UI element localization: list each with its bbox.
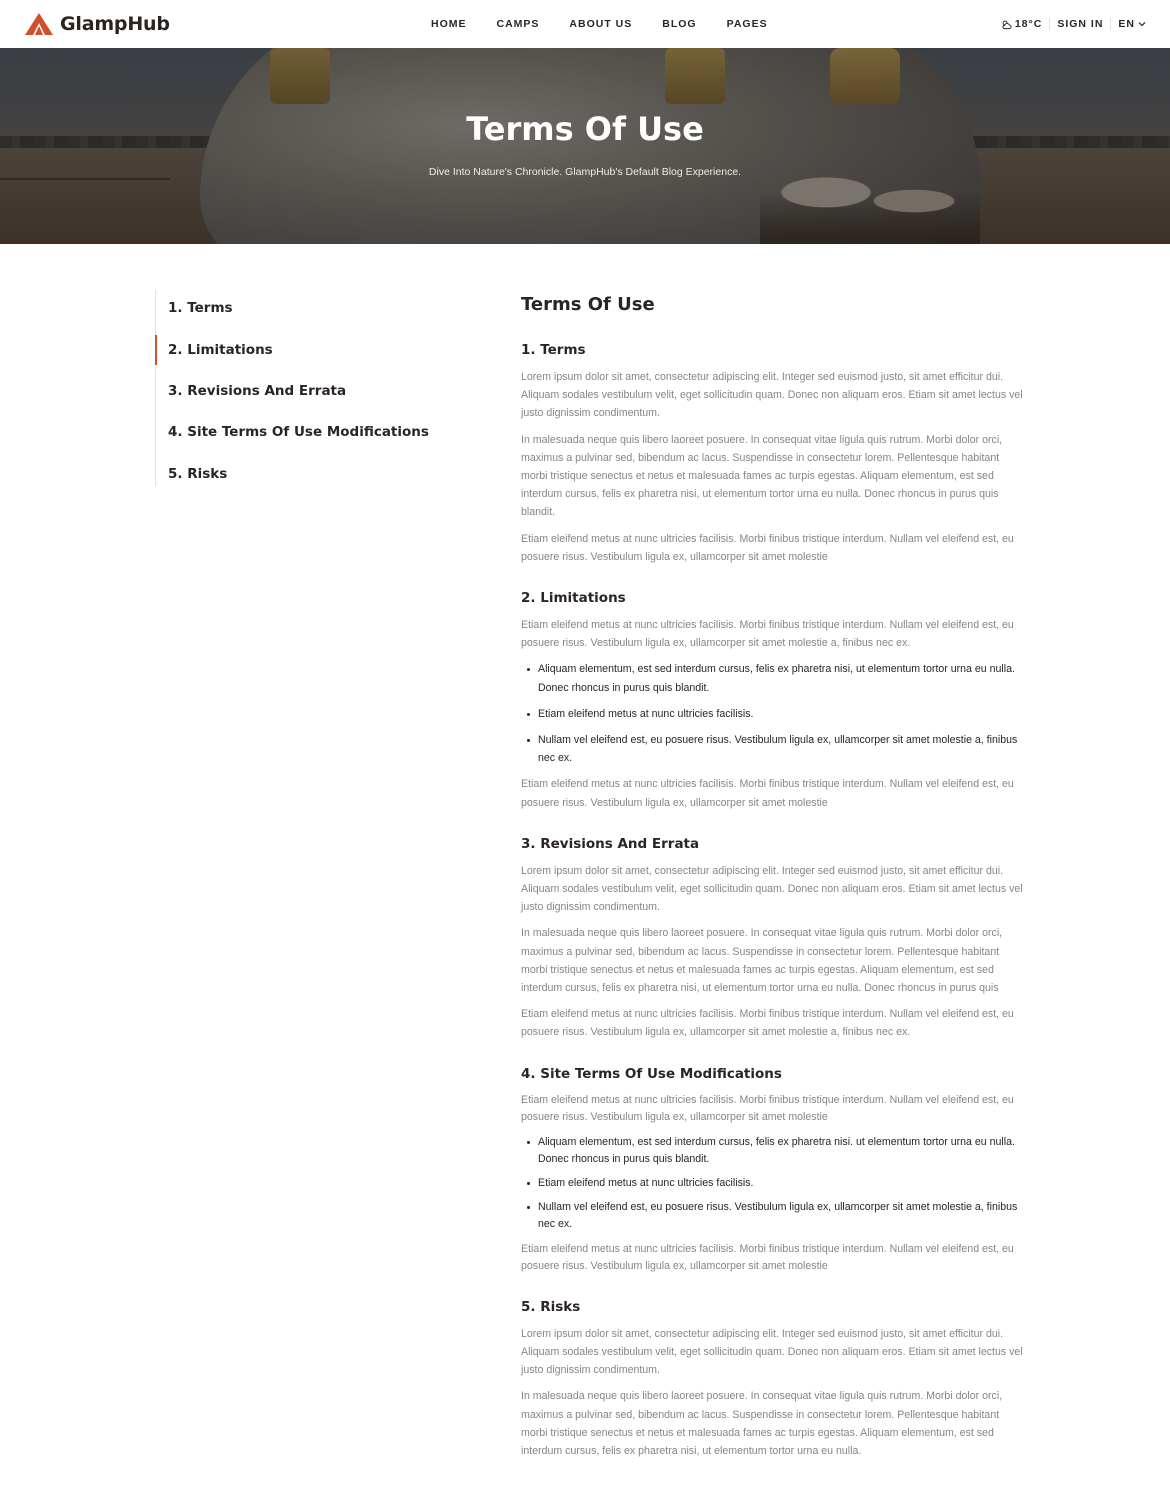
language-label: EN bbox=[1118, 18, 1135, 30]
header-utilities bbox=[1001, 0, 1146, 48]
paragraph: Etiam eleifend metus at nunc ultricies facilisis. Morbi finibus tristique interdum. Nullam vel eleifend est, eu posuere risus. Vestibulum ligula ex, ullamcorper sit amet molestie bbox=[521, 778, 1014, 809]
toc-item-limitations[interactable]: 2. Limitations bbox=[155, 335, 273, 365]
nav-pages[interactable]: PAGES bbox=[726, 18, 768, 30]
terms-content bbox=[521, 290, 1026, 1482]
section-terms bbox=[521, 340, 1026, 566]
main-nav bbox=[416, 0, 783, 48]
list-item: Etiam eleifend metus at nunc ultricies facilisis. bbox=[527, 705, 1026, 723]
hero-title: Terms Of Use bbox=[466, 110, 704, 148]
bullet-list bbox=[527, 660, 1026, 767]
list-item: Etiam eleifend metus at nunc ultricies facilisis. bbox=[527, 1175, 1026, 1192]
list-item: Aliquam elementum, est sed interdum cursus, felis ex pharetra nisi. ut elementum tortor urna eu nulla. Donec rhoncus in purus quis blandit. bbox=[527, 1134, 1026, 1168]
paragraph: Etiam eleifend metus at nunc ultricies facilisis. Morbi finibus tristique interdum. Nullam vel eleifend est, eu posuere risus. Vestibulum ligula ex, ullamcorper sit amet molestie bbox=[521, 1093, 1014, 1123]
divider bbox=[1049, 18, 1050, 30]
section-heading: 1. Terms bbox=[521, 342, 586, 358]
nav-home[interactable]: HOME bbox=[431, 18, 467, 30]
nav-blog[interactable]: BLOG bbox=[662, 18, 697, 30]
section-heading: 2. Limitations bbox=[521, 590, 626, 607]
paragraph: In malesuada neque quis libero laoreet posuere. In consequat vitae ligula quis rutrum. Morbi dolor orci, maximus a pulvinar sed, bibendum ac lacus. Suspendisse in consectetur lorem. Pellentesque habitant morbi tristique senectus et netus et malesuada fames ac turpis egestas. Aliquam elementum, est sed interdum cursus, felis ex pharetra nisi, ut elementum tortor urna eu nulla. Donec rhoncus in purus quis blandit. bbox=[521, 433, 1003, 519]
toc-item-risks[interactable]: 5. Risks bbox=[168, 466, 228, 482]
section-heading: 4. Site Terms Of Use Modifications bbox=[521, 1065, 782, 1082]
paragraph: Lorem ipsum dolor sit amet, consectetur adipiscing elit. Integer sed euismod justo, sit amet efficitur dui. Aliquam sodales vestibulum velit, eget sollicitudin quam. Donec non aliquam eros. Etiam sit amet lectus vel justo dignissim condimentum. bbox=[521, 1327, 1023, 1377]
nav-camps[interactable]: CAMPS bbox=[496, 18, 540, 30]
nav-about-us[interactable]: ABOUT US bbox=[569, 18, 633, 30]
toc-item-site-terms-modifications[interactable]: 4. Site Terms Of Use Modifications bbox=[168, 424, 429, 440]
section-heading: 5. Risks bbox=[521, 1298, 581, 1315]
chevron-down-icon bbox=[1138, 20, 1146, 28]
paragraph: Etiam eleifend metus at nunc ultricies facilisis. Morbi finibus tristique interdum. Nullam vel eleifend est, eu posuere risus. Vestibulum ligula ex, ullamcorper sit amet molestie a, finibus nec ex. bbox=[521, 1008, 1014, 1039]
hero-subtitle: Dive Into Nature's Chronicle. GlampHub's Default Blog Experience. bbox=[428, 166, 742, 178]
tent-logo-icon bbox=[24, 12, 54, 36]
weather-widget bbox=[1001, 18, 1042, 30]
site-header bbox=[0, 0, 1170, 48]
toc-item-terms[interactable]: 1. Terms bbox=[168, 300, 233, 316]
section-limitations bbox=[521, 588, 1026, 812]
list-item: Nullam vel eleifend est, eu posuere risus. Vestibulum ligula ex, ullamcorper sit amet molestie a, finibus nec ex. bbox=[527, 1199, 1026, 1233]
paragraph: Lorem ipsum dolor sit amet, consectetur adipiscing elit. Integer sed euismod justo, sit amet efficitur dui. Aliquam sodales vestibulum velit, eget sollicitudin quam. Donec non aliquam eros. Etiam sit amet lectus vel justo dignissim condimentum. bbox=[521, 371, 1023, 420]
section-risks bbox=[521, 1297, 1026, 1460]
paragraph: Etiam eleifend metus at nunc ultricies facilisis. Morbi finibus tristique interdum. Nullam vel eleifend est, eu posuere risus. Vestibulum ligula ex, ullamcorper sit amet molestie bbox=[521, 532, 1014, 563]
bullet-list bbox=[527, 1134, 1026, 1233]
section-revisions-and-errata bbox=[521, 834, 1026, 1042]
list-item: Aliquam elementum, est sed interdum cursus, felis ex pharetra nisi, ut elementum tortor urna eu nulla. Donec rhoncus in purus quis blandit. bbox=[527, 660, 1026, 696]
temperature: 18°C bbox=[1014, 18, 1043, 30]
brand-name: GlampHub bbox=[60, 13, 170, 35]
content-title: Terms Of Use bbox=[521, 294, 655, 315]
language-selector[interactable] bbox=[1118, 18, 1146, 30]
hero-banner bbox=[0, 48, 1170, 244]
paragraph: Lorem ipsum dolor sit amet, consectetur adipiscing elit. Integer sed euismod justo, sit amet efficitur dui. Aliquam sodales vestibulum velit, eget sollicitudin quam. Donec non aliquam eros. Etiam sit amet lectus vel justo dignissim condimentum. bbox=[521, 864, 1023, 914]
paragraph: Etiam eleifend metus at nunc ultricies facilisis. Morbi finibus tristique interdum. Nullam vel eleifend est, eu posuere risus. Vestibulum ligula ex, ullamcorper sit amet molestie bbox=[521, 1242, 1014, 1272]
paragraph: In malesuada neque quis libero laoreet posuere. In consequat vitae ligula quis rutrum. Morbi dolor orci, maximus a pulvinar sed, bibendum ac lacus. Suspendisse in consectetur lorem. Pellentesque habitant morbi tristique senectus et netus et malesuada fames ac turpis egestas. Aliquam elementum, est sed interdum cursus, felis ex pharetra nisi, ut elementum tortor urna eu nulla. bbox=[521, 1390, 1003, 1457]
paragraph: Etiam eleifend metus at nunc ultricies facilisis. Morbi finibus tristique interdum. Nullam vel eleifend est, eu posuere risus. Vestibulum ligula ex, ullamcorper sit amet molestie a, finibus nec ex. bbox=[521, 619, 1014, 650]
list-item: Nullam vel eleifend est, eu posuere risus. Vestibulum ligula ex, ullamcorper sit amet molestie a, finibus nec ex. bbox=[527, 731, 1026, 767]
section-heading: 3. Revisions And Errata bbox=[521, 835, 700, 852]
paragraph: In malesuada neque quis libero laoreet posuere. In consequat vitae ligula quis rutrum. Morbi dolor orci, maximus a pulvinar sed, bibendum ac lacus. Suspendisse in consectetur lorem. Pellentesque habitant morbi tristique senectus et netus et malesuada fames ac turpis egestas. Aliquam elementum, est sed interdum cursus, felis ex pharetra nisi, ut elementum tortor urna eu nulla. Donec rhoncus in purus quis bbox=[521, 927, 1003, 995]
sign-in-link[interactable]: SIGN IN bbox=[1057, 18, 1104, 30]
section-site-terms-modifications bbox=[521, 1064, 1026, 1275]
divider bbox=[1110, 18, 1111, 30]
toc-item-revisions-and-errata[interactable]: 3. Revisions And Errata bbox=[168, 383, 347, 399]
table-of-contents bbox=[155, 290, 455, 486]
logo[interactable] bbox=[24, 12, 170, 36]
cloud-sun-icon bbox=[1001, 19, 1012, 30]
